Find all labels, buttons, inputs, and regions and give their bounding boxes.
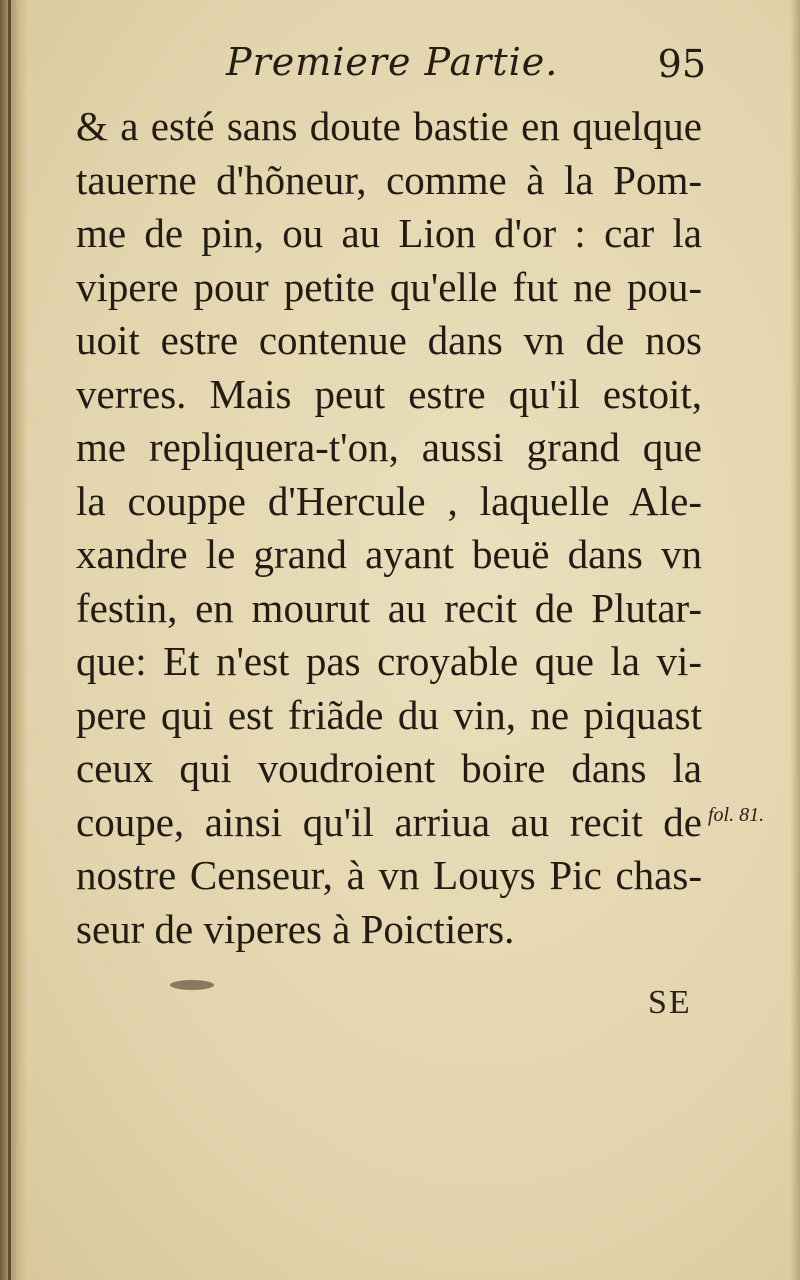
text-line: tauerne d'hõneur, comme à la Pom- xyxy=(76,156,702,203)
catchword: SE xyxy=(648,984,692,1021)
text-line: coupe, ainsi qu'il arriua au recit de xyxy=(76,798,702,845)
text-line: pere qui est friãde du vin, ne piquast xyxy=(76,691,702,738)
running-title: Premiere Partie. xyxy=(226,40,559,84)
text-line: ceux qui voudroient boire dans la xyxy=(76,745,702,791)
text-line: me repliquera-t'on, aussi grand que xyxy=(76,424,702,470)
text-line: seur de viperes à Poictiers. xyxy=(76,905,515,952)
binding-gutter xyxy=(0,0,28,1280)
page-number: 95 xyxy=(657,42,706,86)
binding-edge xyxy=(8,0,11,1280)
ink-stain xyxy=(170,980,214,990)
text-line: festin, en mourut au recit de Plutar- xyxy=(76,584,702,631)
body-text xyxy=(76,100,702,956)
text-line: que: Et n'est pas croyable que la vi- xyxy=(76,638,702,684)
text-line: xandre le grand ayant beuë dans vn xyxy=(76,531,702,577)
text-line: & a esté sans doute bastie en quelque xyxy=(76,103,702,149)
text-line: nostre Censeur, à vn Louys Pic chas- xyxy=(76,852,702,898)
page-header xyxy=(76,40,706,100)
page-edge xyxy=(790,0,800,1280)
margin-note: fol. 81. xyxy=(708,804,765,826)
text-line: uoit estre contenue dans vn de nos xyxy=(76,317,702,363)
text-line: verres. Mais peut estre qu'il estoit, xyxy=(76,370,702,417)
text-line: vipere pour petite qu'elle fut ne pou- xyxy=(76,263,702,310)
text-line: me de pin, ou au Lion d'or : car la xyxy=(76,210,702,256)
text-line: la couppe d'Hercule , laquelle Ale- xyxy=(76,477,702,524)
